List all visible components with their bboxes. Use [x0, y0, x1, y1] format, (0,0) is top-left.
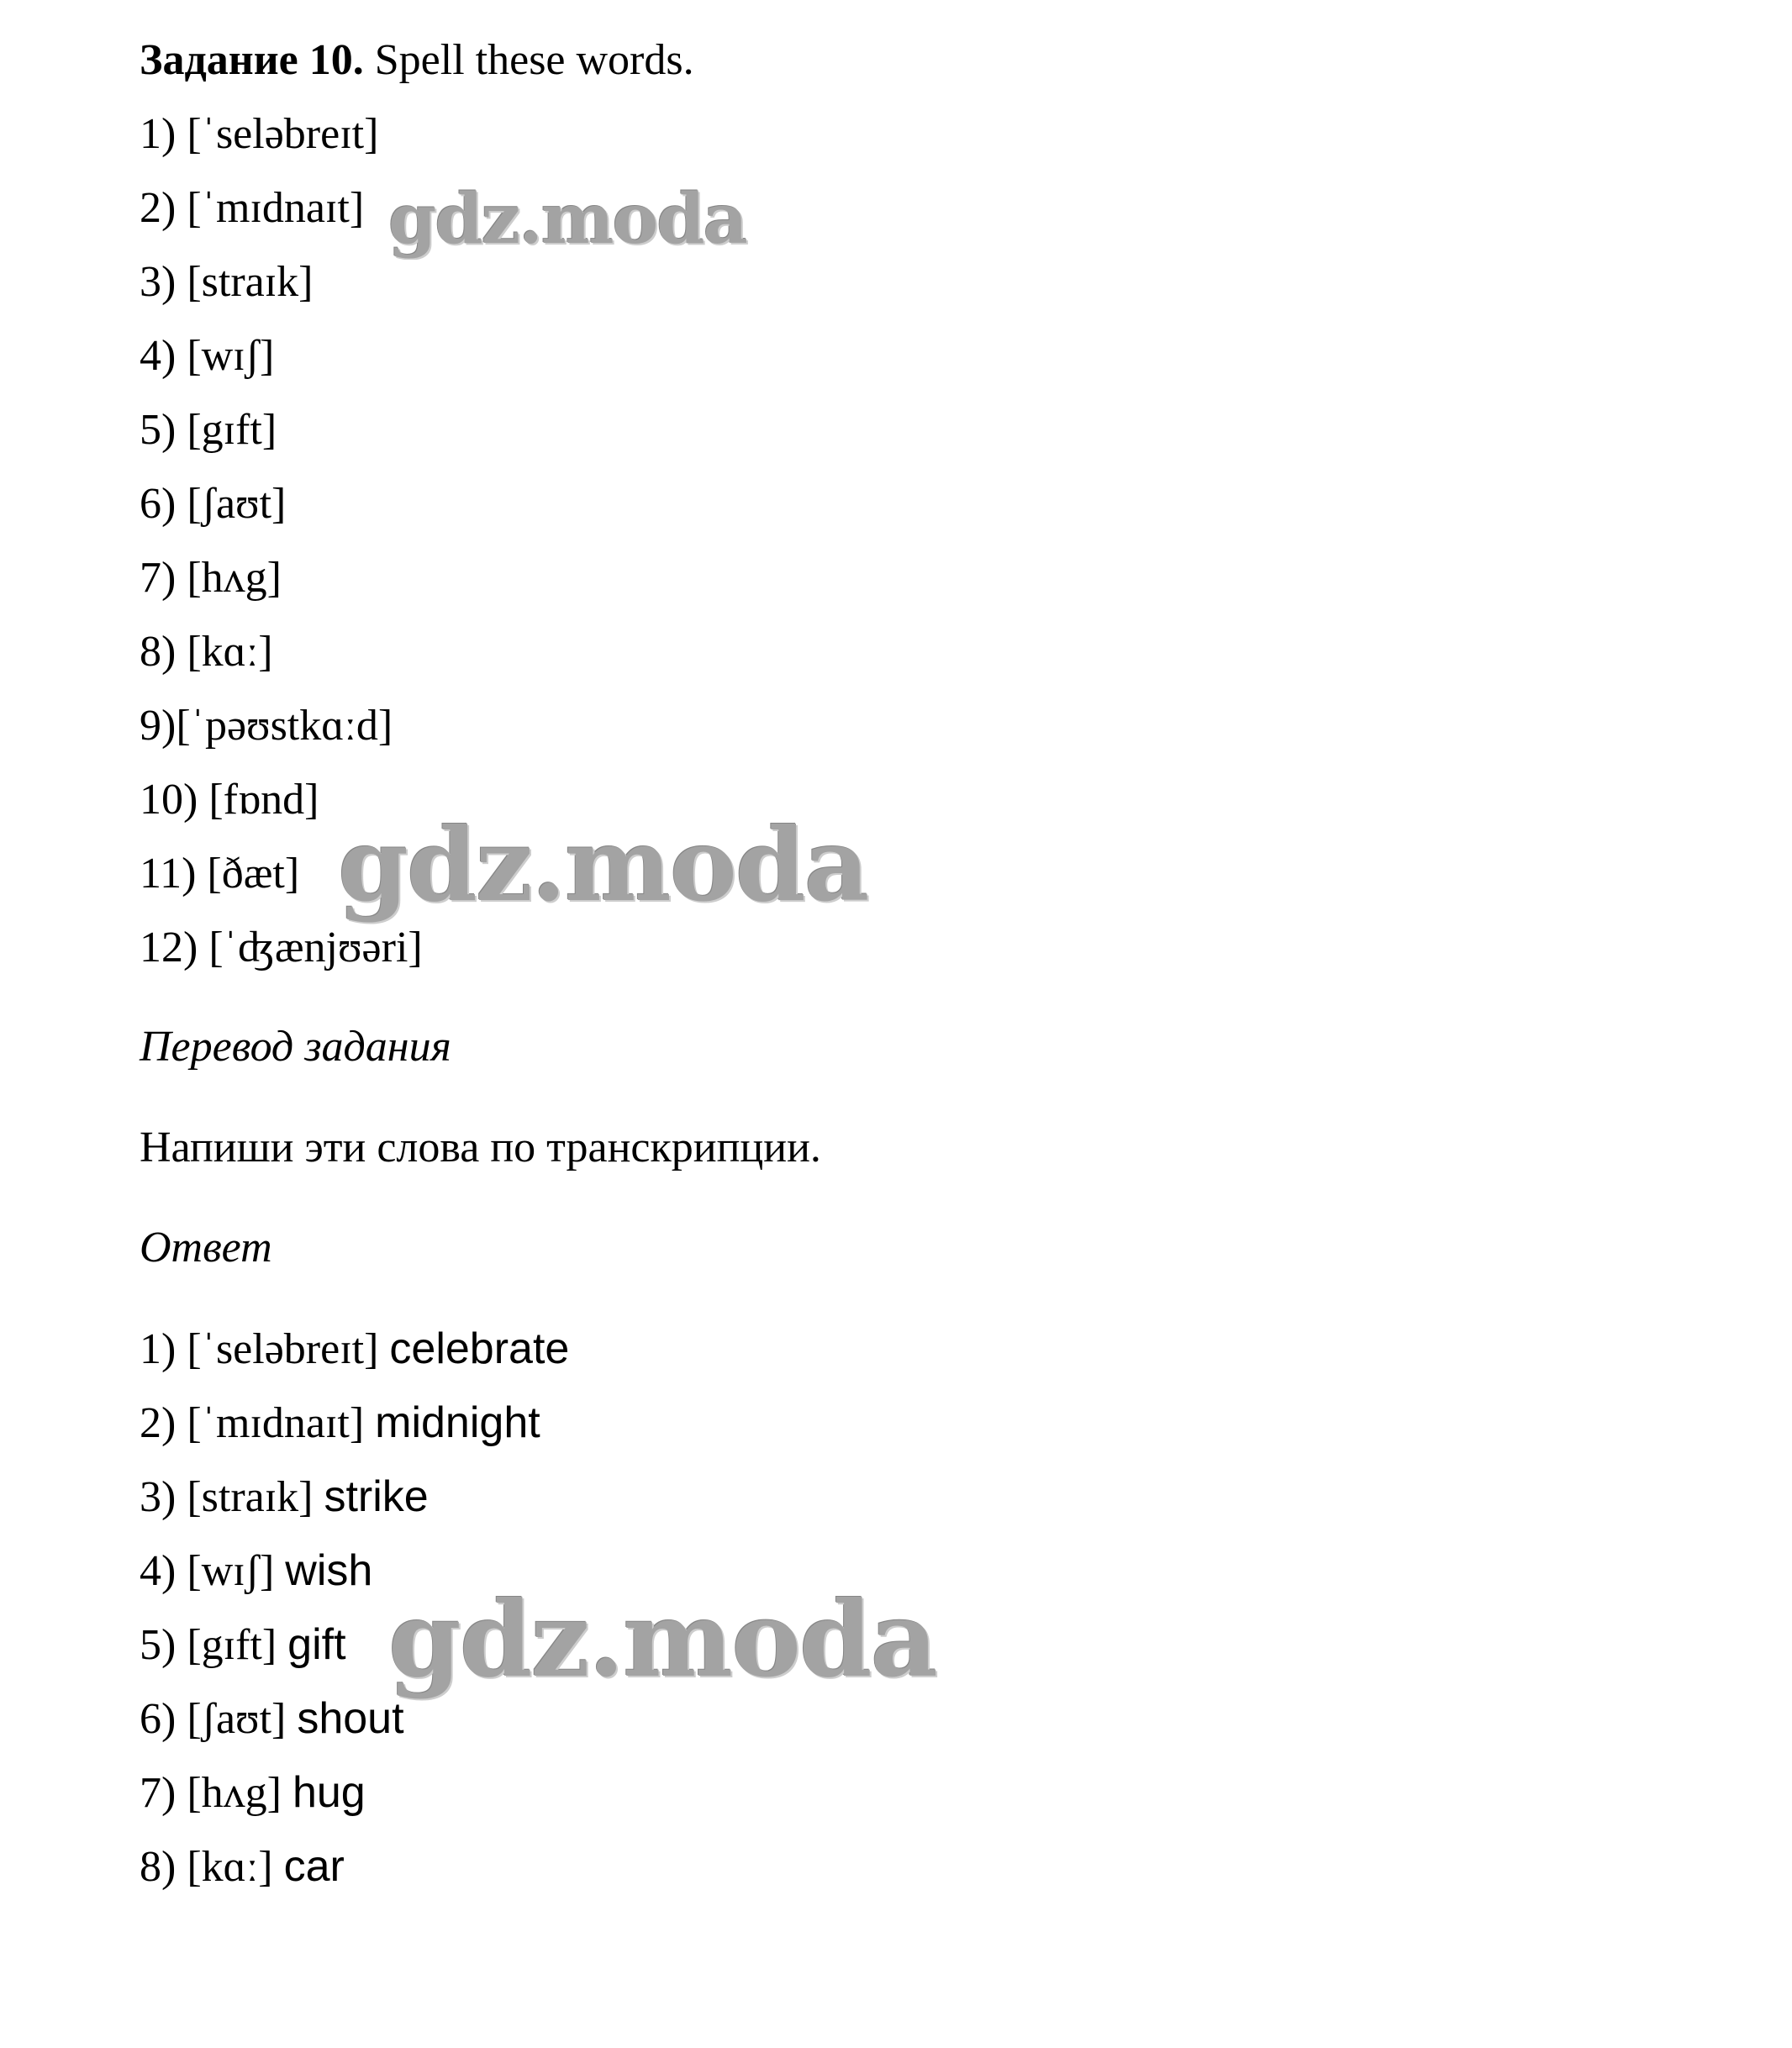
task-instruction: Spell these words. [374, 36, 694, 84]
answer-transcription: 3) [straɪk] [140, 1473, 314, 1521]
answer-item [140, 1398, 540, 1449]
answer-item [140, 1767, 366, 1819]
answer-word: car [283, 1842, 345, 1891]
watermark-logo: gdz.moda [388, 1579, 936, 1701]
answer-word: hug [292, 1768, 366, 1817]
question-item: 7) [hʌg] [140, 554, 282, 602]
answer-word: wish [285, 1546, 373, 1595]
answer-word: shout [297, 1694, 404, 1743]
question-item: 8) [kɑː] [140, 628, 273, 676]
answer-transcription: 4) [wɪʃ] [140, 1547, 275, 1595]
translation-heading: Перевод задания [140, 1023, 451, 1071]
question-item: 6) [ʃaʊt] [140, 480, 287, 528]
watermark-logo: gdz.moda [388, 179, 746, 260]
answer-item [140, 1324, 569, 1375]
answer-transcription: 2) [ˈmɪdnaɪt] [140, 1399, 365, 1447]
answer-transcription: 8) [kɑː] [140, 1843, 273, 1891]
question-item: 1) [ˈseləbreɪt] [140, 110, 379, 158]
question-item: 5) [gɪft] [140, 406, 277, 454]
question-item: 12) [ˈʤænjʊəri] [140, 924, 423, 971]
answer-transcription: 5) [gɪft] [140, 1621, 277, 1669]
question-item: 11) [ðæt] [140, 850, 300, 898]
question-item: 3) [straɪk] [140, 258, 314, 306]
question-item: 2) [ˈmɪdnaɪt] [140, 184, 365, 232]
task-heading [140, 35, 694, 86]
translation-text: Напиши эти слова по транскрипции. [140, 1124, 821, 1171]
answer-word: midnight [375, 1398, 540, 1447]
answer-item [140, 1545, 372, 1597]
watermark-logo: gdz.moda [338, 806, 868, 924]
answer-item [140, 1693, 404, 1745]
answer-transcription: 6) [ʃaʊt] [140, 1695, 287, 1743]
answer-word: celebrate [389, 1324, 570, 1373]
answer-heading: Ответ [140, 1224, 272, 1271]
answer-word: gift [287, 1620, 346, 1669]
answer-transcription: 7) [hʌg] [140, 1769, 282, 1817]
answer-item [140, 1841, 345, 1893]
question-item: 9)[ˈpəʊstkɑːd] [140, 702, 393, 750]
answer-transcription: 1) [ˈseləbreɪt] [140, 1325, 379, 1373]
task-label: Задание 10. [140, 36, 364, 84]
answer-item [140, 1619, 346, 1671]
question-item: 4) [wɪʃ] [140, 332, 275, 380]
answer-word: strike [324, 1472, 429, 1521]
question-item: 10) [fɒnd] [140, 776, 319, 824]
answer-item [140, 1472, 429, 1523]
